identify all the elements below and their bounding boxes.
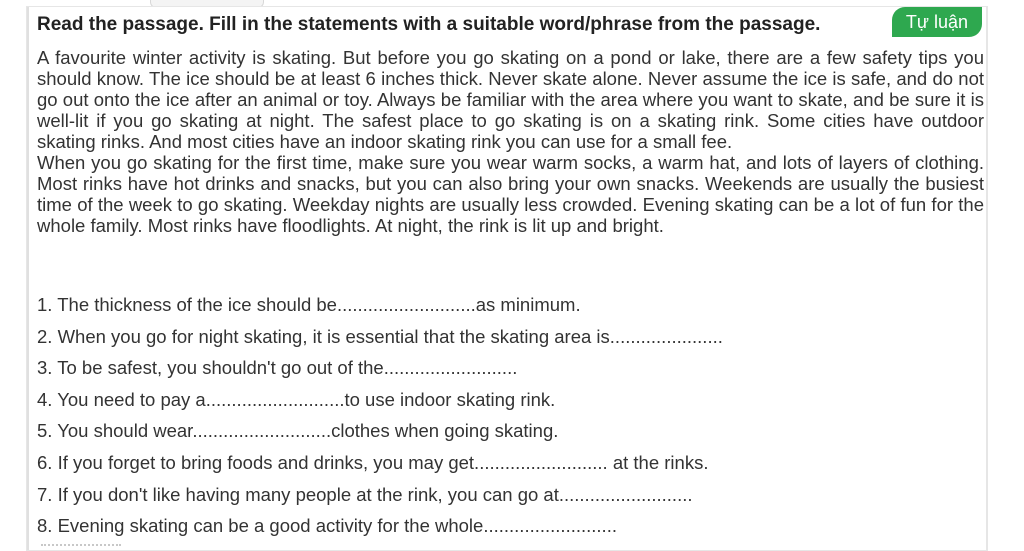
question-item-1: 1. The thickness of the ice should be...........................as minimum. [37, 294, 581, 315]
question-item-7: 7. If you don't like having many people at the rink, you can go at.......................... [37, 483, 693, 505]
instruction-heading: Read the passage. Fill in the statements with a suitable word/phrase from the passage. [37, 14, 821, 35]
passage-paragraph-2: When you go skating for the first time, make sure you wear warm socks, a warm hat, and lots of layers of clothing. Most rinks have hot drinks and snacks, but you can also bring your own snacks. Weekends are usually the busiest time of the week to go skating. Weekday nights are usually less crowded. Evening skating can be a lot of fun for the whole family. Most rinks have floodlights. At night, the rink is lit up and bright. [37, 152, 984, 236]
question-item-8: 8. Evening skating can be a good activity for the whole.......................... [37, 515, 617, 537]
question-item-4: 4. You need to pay a...........................to use indoor skating rink. [37, 388, 556, 410]
question-item-5: 5. You should wear...........................clothes when going skating. [37, 420, 559, 442]
card-left-rule [27, 7, 29, 550]
question-item-2: 2. When you go for night skating, it is essential that the skating area is...................... [37, 325, 723, 347]
question-list [37, 289, 984, 542]
cut-off-next-line [41, 544, 121, 550]
passage-paragraph-1: A favourite winter activity is skating. But before you go skating on a pond or lake, there are a few safety tips you should know. The ice should be at least 6 inches thick. Never skate alone. Never assume the ice is safe, and do not go out onto the ice after an animal or toy. Always be familiar with the area where you want to skate, and be sure it is well-lit if you go skating at night. The safest place to go skating is on a skating rink. Some cities have outdoor skating rinks. And most cities have an indoor skating rink you can use for a small fee. [37, 47, 984, 152]
question-item-6: 6. If you forget to bring foods and drinks, you may get.......................... at the rinks. [37, 451, 709, 473]
reading-passage [37, 47, 984, 236]
exercise-card [26, 6, 988, 551]
exercise-type-badge: Tự luận [892, 7, 982, 37]
question-item-3: 3. To be safest, you shouldn't go out of the.......................... [37, 357, 518, 379]
